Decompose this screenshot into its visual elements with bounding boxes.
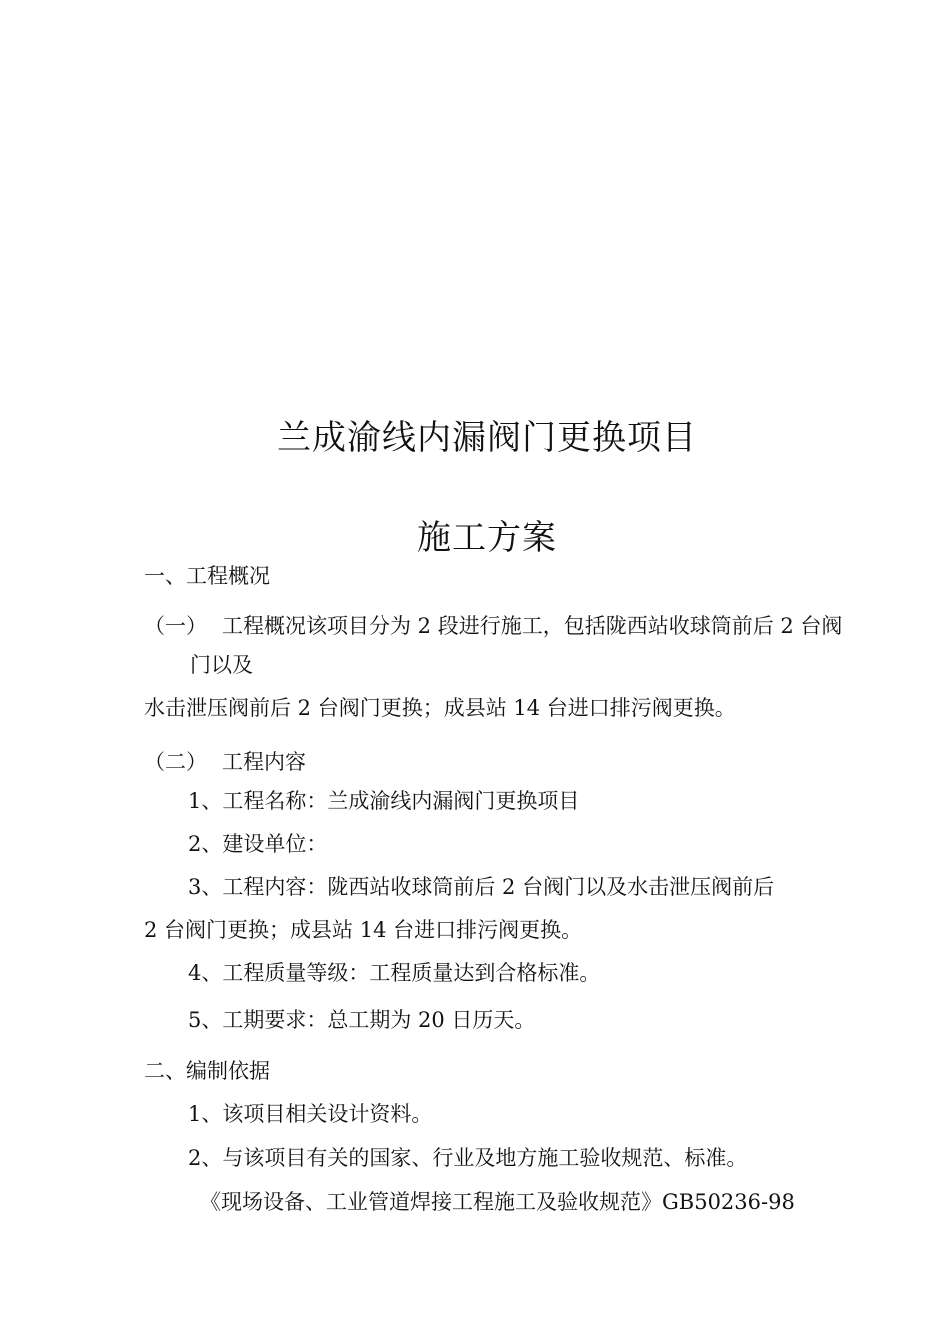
content-item-2: 2、建设单位： [188, 832, 328, 856]
document-subtitle: 施工方案 [417, 518, 557, 558]
basis-item-2: 2、与该项目有关的国家、行业及地方施工验收规范、标准。 [188, 1146, 748, 1170]
document-title: 兰成渝线内漏阀门更换项目 [277, 418, 697, 458]
subsection-text-1-line3: 水击泄压阀前后 2 台阀门更换；成县站 14 台进口排污阀更换。 [144, 696, 736, 720]
subsection-number-2: （二） [144, 750, 207, 774]
content-item-3: 3、工程内容：陇西站收球筒前后 2 台阀门以及水击泄压阀前后 [188, 875, 775, 899]
basis-reference: 《现场设备、工业管道焊接工程施工及验收规范》GB50236-98 [200, 1190, 795, 1214]
subsection-text-2: 工程内容 [222, 750, 306, 774]
subsection-text-1-line1: 工程概况该项目分为 2 段进行施工，包括陇西站收球筒前后 2 台阀 [222, 614, 843, 638]
section-heading-basis: 二、编制依据 [144, 1059, 270, 1083]
section-heading-overview: 一、工程概况 [144, 564, 270, 588]
content-item-1: 1、工程名称：兰成渝线内漏阀门更换项目 [188, 789, 580, 813]
subsection-text-1-line2: 门以及 [190, 653, 253, 677]
basis-item-1: 1、该项目相关设计资料。 [188, 1102, 433, 1126]
content-item-4: 4、工程质量等级：工程质量达到合格标准。 [188, 961, 601, 985]
subsection-number-1: （一） [144, 614, 207, 638]
content-item-5: 5、工期要求：总工期为 20 日历天。 [188, 1008, 536, 1032]
content-item-3-cont: 2 台阀门更换；成县站 14 台进口排污阀更换。 [144, 918, 583, 942]
